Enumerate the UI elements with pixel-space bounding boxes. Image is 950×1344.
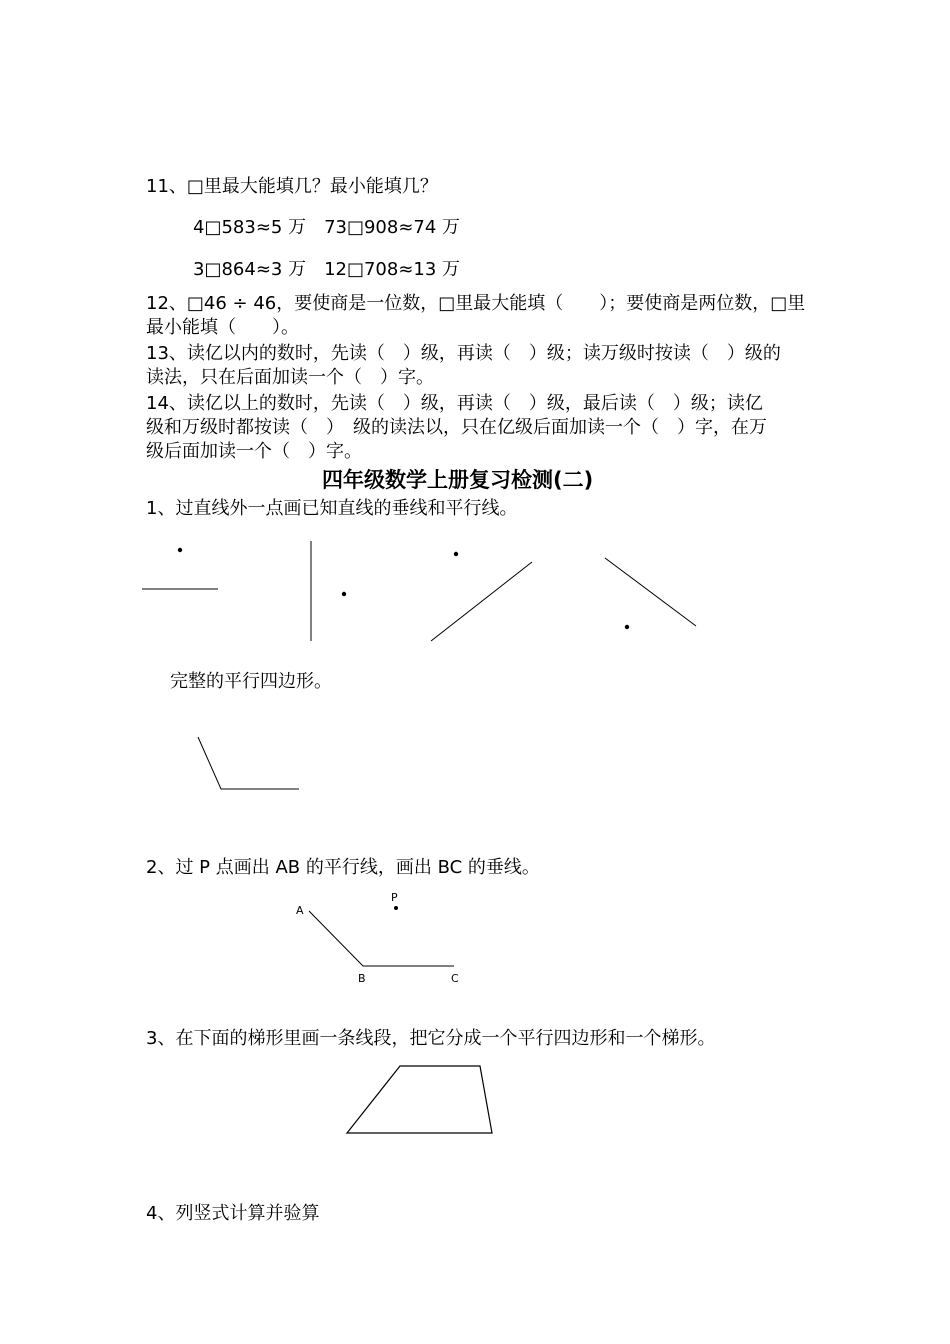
point-dot [178,548,182,552]
p1-figure-falling [605,558,696,629]
p1-figure-horizontal [142,548,218,589]
parallelogram-sides [198,737,299,789]
section-title: 四年级数学上册复习检测(二) [322,468,594,492]
angle-abc [309,911,454,966]
q14-line-3: 级后面加读一个（ ）字。 [146,441,362,462]
point-p [394,906,398,910]
q13-line-1: 13、读亿以内的数时，先读（ ）级，再读（ ）级；读万级时按读（ ）级的 [146,343,781,364]
p3-trapezoid [347,1066,492,1133]
q12-line-2: 最小能填（ ）。 [146,317,299,338]
p2-figure [296,891,459,985]
point-dot [454,552,458,556]
p1-subtext: 完整的平行四边形。 [170,671,332,692]
q12-line-1: 12、□46 ÷ 46，要使商是一位数，□里最大能填（ ）；要使商是两位数，□里 [146,293,806,314]
q11-line-2: 3□864≈3 万 12□708≈13 万 [193,259,461,280]
p2-question: 2、过 P 点画出 AB 的平行线，画出 BC 的垂线。 [146,857,540,878]
label-a: A [296,904,304,917]
q13-line-2: 读法，只在后面加读一个（ ）字。 [146,367,434,388]
q14-line-1: 14、读亿以上的数时，先读（ ）级，再读（ ）级，最后读（ ）级；读亿 [146,393,763,414]
given-line [605,558,696,626]
label-c: C [451,972,459,985]
given-line [431,562,532,641]
q11-question: 11、□里最大能填几？最小能填几？ [146,176,438,197]
point-dot [625,625,629,629]
p3-question: 3、在下面的梯形里画一条线段，把它分成一个平行四边形和一个梯形。 [146,1028,716,1049]
label-b: B [358,972,366,985]
p1-question: 1、过直线外一点画已知直线的垂线和平行线。 [146,498,518,519]
p4-question: 4、列竖式计算并验算 [146,1203,320,1224]
q11-line-1: 4□583≈5 万 73□908≈74 万 [193,217,461,238]
p1-incomplete-parallelogram [198,737,299,789]
trapezoid-shape [347,1066,492,1133]
point-dot [342,592,346,596]
p1-figure-rising [431,552,532,641]
label-p: P [391,891,398,904]
q14-line-2: 级和万级时都按读（ ） 级的读法以，只在亿级后面加读一个（ ）字，在万 [146,417,767,438]
p1-figure-vertical [311,541,346,641]
